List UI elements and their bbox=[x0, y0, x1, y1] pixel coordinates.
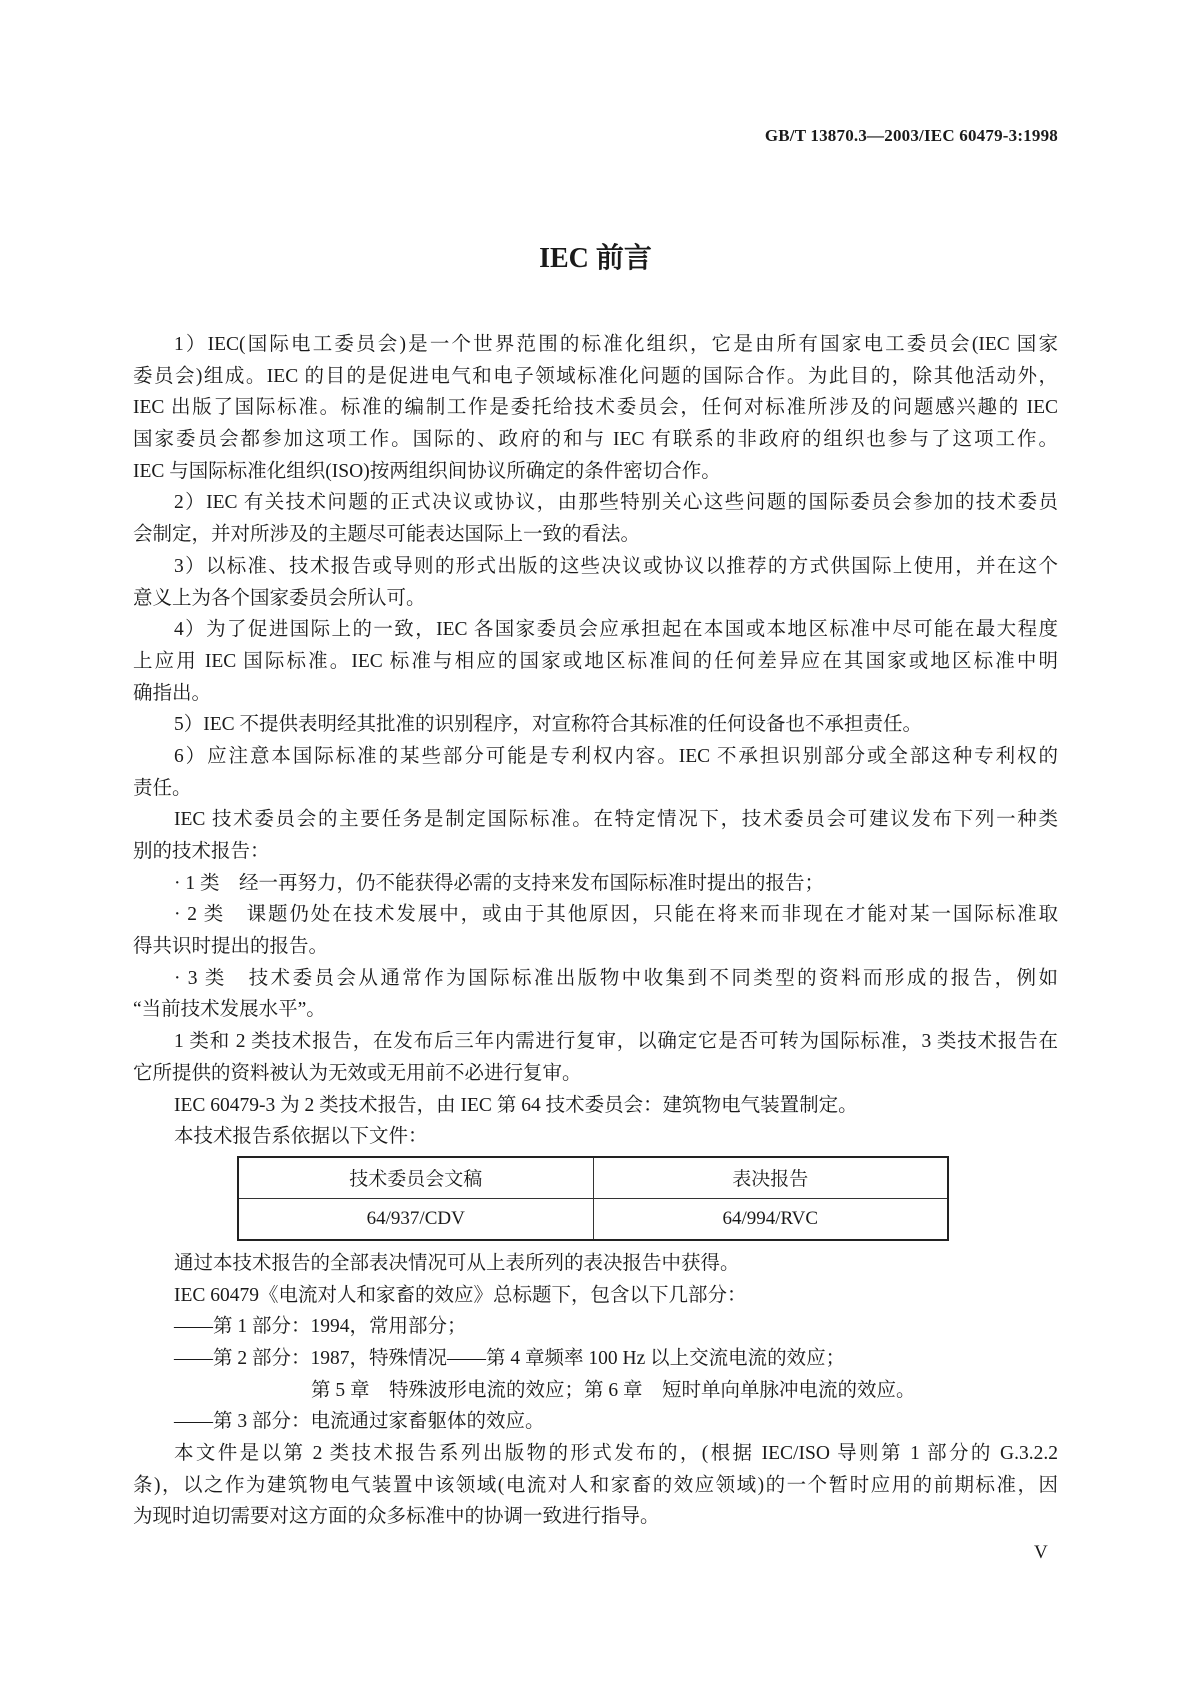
text-line: ——第 3 部分：电流通过家畜躯体的效应。 bbox=[174, 1411, 545, 1433]
documents-table bbox=[237, 1156, 949, 1241]
text-line: 1）IEC(国际电工委员会)是一个世界范围的标准化组织，它是由所有国家电工委员会(IEC 国家 bbox=[174, 334, 1058, 355]
paragraph bbox=[133, 1248, 1058, 1280]
table-cell: 64/994/RVC bbox=[593, 1198, 948, 1240]
document-body bbox=[133, 329, 1058, 1533]
paragraph bbox=[133, 868, 1058, 900]
paragraph bbox=[133, 1311, 1058, 1343]
text-line: 委员会)组成。IEC 的目的是促进电气和电子领域标准化问题的国际合作。为此目的，除其他活动外， bbox=[133, 365, 1058, 387]
table-header-row bbox=[238, 1157, 948, 1199]
text-line: 本文件是以第 2 类技术报告系列出版物的形式发布的，(根据 IEC/ISO 导则第 1 部分的 G.3.2.2 bbox=[174, 1443, 1058, 1464]
text-line: 第 5 章 特殊波形电流的效应；第 6 章 短时单向单脉冲电流的效应。 bbox=[311, 1379, 916, 1401]
paragraph bbox=[133, 963, 1058, 1026]
text-line: 4）为了促进国际上的一致，IEC 各国家委员会应承担起在本国或本地区标准中尽可能在最大程度 bbox=[174, 619, 1058, 641]
text-line: 条)，以之作为建筑物电气装置中该领域(电流对人和家畜的效应领域)的一个暂时应用的前期标准，因 bbox=[133, 1474, 1058, 1496]
text-line: IEC 60479《电流对人和家畜的效应》总标题下，包含以下几部分： bbox=[174, 1284, 747, 1306]
text-line: ——第 1 部分：1994，常用部分； bbox=[174, 1316, 467, 1338]
paragraph bbox=[133, 614, 1058, 709]
page-number: V bbox=[1034, 1542, 1048, 1563]
page-title: IEC 前言 bbox=[539, 243, 652, 274]
text-line: · 2 类 课题仍处在技术发展中，或由于其他原因，只能在将来而非现在才能对某一国际标准取 bbox=[174, 904, 1058, 926]
paragraph bbox=[133, 329, 1058, 487]
table-cell: 64/937/CDV bbox=[238, 1198, 593, 1240]
paragraph bbox=[133, 1343, 1058, 1375]
text-line: 5）IEC 不提供表明经其批准的识别程序，对宣称符合其标准的任何设备也不承担责任。 bbox=[174, 714, 923, 736]
paragraph bbox=[133, 709, 1058, 741]
paragraph bbox=[133, 741, 1058, 804]
paragraphs-after-table bbox=[133, 1248, 1058, 1533]
paragraph bbox=[133, 551, 1058, 614]
text-line: 别的技术报告： bbox=[133, 841, 270, 862]
text-line: 得共识时提出的报告。 bbox=[133, 936, 329, 958]
text-line: · 1 类 经一再努力，仍不能获得必需的支持来发布国际标准时提出的报告； bbox=[174, 872, 824, 894]
text-line: 责任。 bbox=[133, 777, 192, 799]
table-row bbox=[238, 1198, 948, 1240]
text-line: IEC 出版了国际标准。标准的编制工作是委托给技术委员会，任何对标准所涉及的问题感兴趣的 IEC bbox=[133, 397, 1058, 419]
paragraph bbox=[133, 487, 1058, 550]
paragraph bbox=[133, 1280, 1058, 1312]
text-line: 1 类和 2 类技术报告，在发布后三年内需进行复审，以确定它是否可转为国际标准，3 类技术报告在 bbox=[174, 1031, 1058, 1053]
paragraph bbox=[133, 1121, 1058, 1153]
paragraph bbox=[133, 804, 1058, 867]
text-line: 国家委员会都参加这项工作。国际的、政府的和与 IEC 有联系的非政府的组织也参与了这项工作。 bbox=[133, 429, 1058, 451]
paragraph bbox=[133, 899, 1058, 962]
text-line: · 3 类 技术委员会从通常作为国际标准出版物中收集到不同类型的资料而形成的报告，例如 bbox=[174, 967, 1058, 989]
text-line: ——第 2 部分：1987，特殊情况——第 4 章频率 100 Hz 以上交流电流的效应； bbox=[174, 1347, 846, 1369]
text-line: 会制定，并对所涉及的主题尽可能表达国际上一致的看法。 bbox=[133, 524, 641, 546]
text-line: IEC 60479-3 为 2 类技术报告，由 IEC 第 64 技术委员会：建筑物电气装置制定。 bbox=[174, 1094, 858, 1116]
paragraph bbox=[133, 1090, 1058, 1122]
text-line: 它所提供的资料被认为无效或无用前不必进行复审。 bbox=[133, 1062, 582, 1084]
paragraph bbox=[133, 1375, 1058, 1407]
table-header-cell: 表决报告 bbox=[593, 1157, 948, 1199]
text-line: 上应用 IEC 国际标准。IEC 标准与相应的国家或地区标准间的任何差异应在其国家或地区标准中明 bbox=[133, 650, 1058, 672]
text-line: IEC 技术委员会的主要任务是制定国际标准。在特定情况下，技术委员会可建议发布下列一种类 bbox=[174, 809, 1058, 831]
table-header-cell: 技术委员会文稿 bbox=[238, 1157, 593, 1199]
text-line: “当前技术发展水平”。 bbox=[133, 999, 326, 1021]
text-line: 确指出。 bbox=[133, 682, 212, 704]
paragraph bbox=[133, 1438, 1058, 1533]
paragraph bbox=[133, 1026, 1058, 1089]
document-number-header: GB/T 13870.3—2003/IEC 60479-3:1998 bbox=[764, 126, 1058, 145]
text-line: 本技术报告系依据以下文件： bbox=[174, 1126, 428, 1148]
text-line: 6）应注意本国际标准的某些部分可能是专利权内容。IEC 不承担识别部分或全部这种专利权的 bbox=[174, 745, 1058, 767]
paragraph bbox=[133, 1406, 1058, 1438]
paragraphs-before-table bbox=[133, 329, 1058, 1153]
text-line: 通过本技术报告的全部表决情况可从上表所列的表决报告中获得。 bbox=[174, 1252, 740, 1274]
text-line: 意义上为各个国家委员会所认可。 bbox=[133, 587, 426, 609]
text-line: 2）IEC 有关技术问题的正式决议或协议，由那些特别关心这些问题的国际委员会参加的技术委员 bbox=[174, 492, 1058, 514]
text-line: IEC 与国际标准化组织(ISO)按两组织间协议所确定的条件密切合作。 bbox=[133, 460, 721, 482]
text-line: 3）以标准、技术报告或导则的形式出版的这些决议或协议以推荐的方式供国际上使用，并在这个 bbox=[174, 555, 1058, 577]
text-line: 为现时迫切需要对这方面的众多标准中的协调一致进行指导。 bbox=[133, 1506, 660, 1528]
